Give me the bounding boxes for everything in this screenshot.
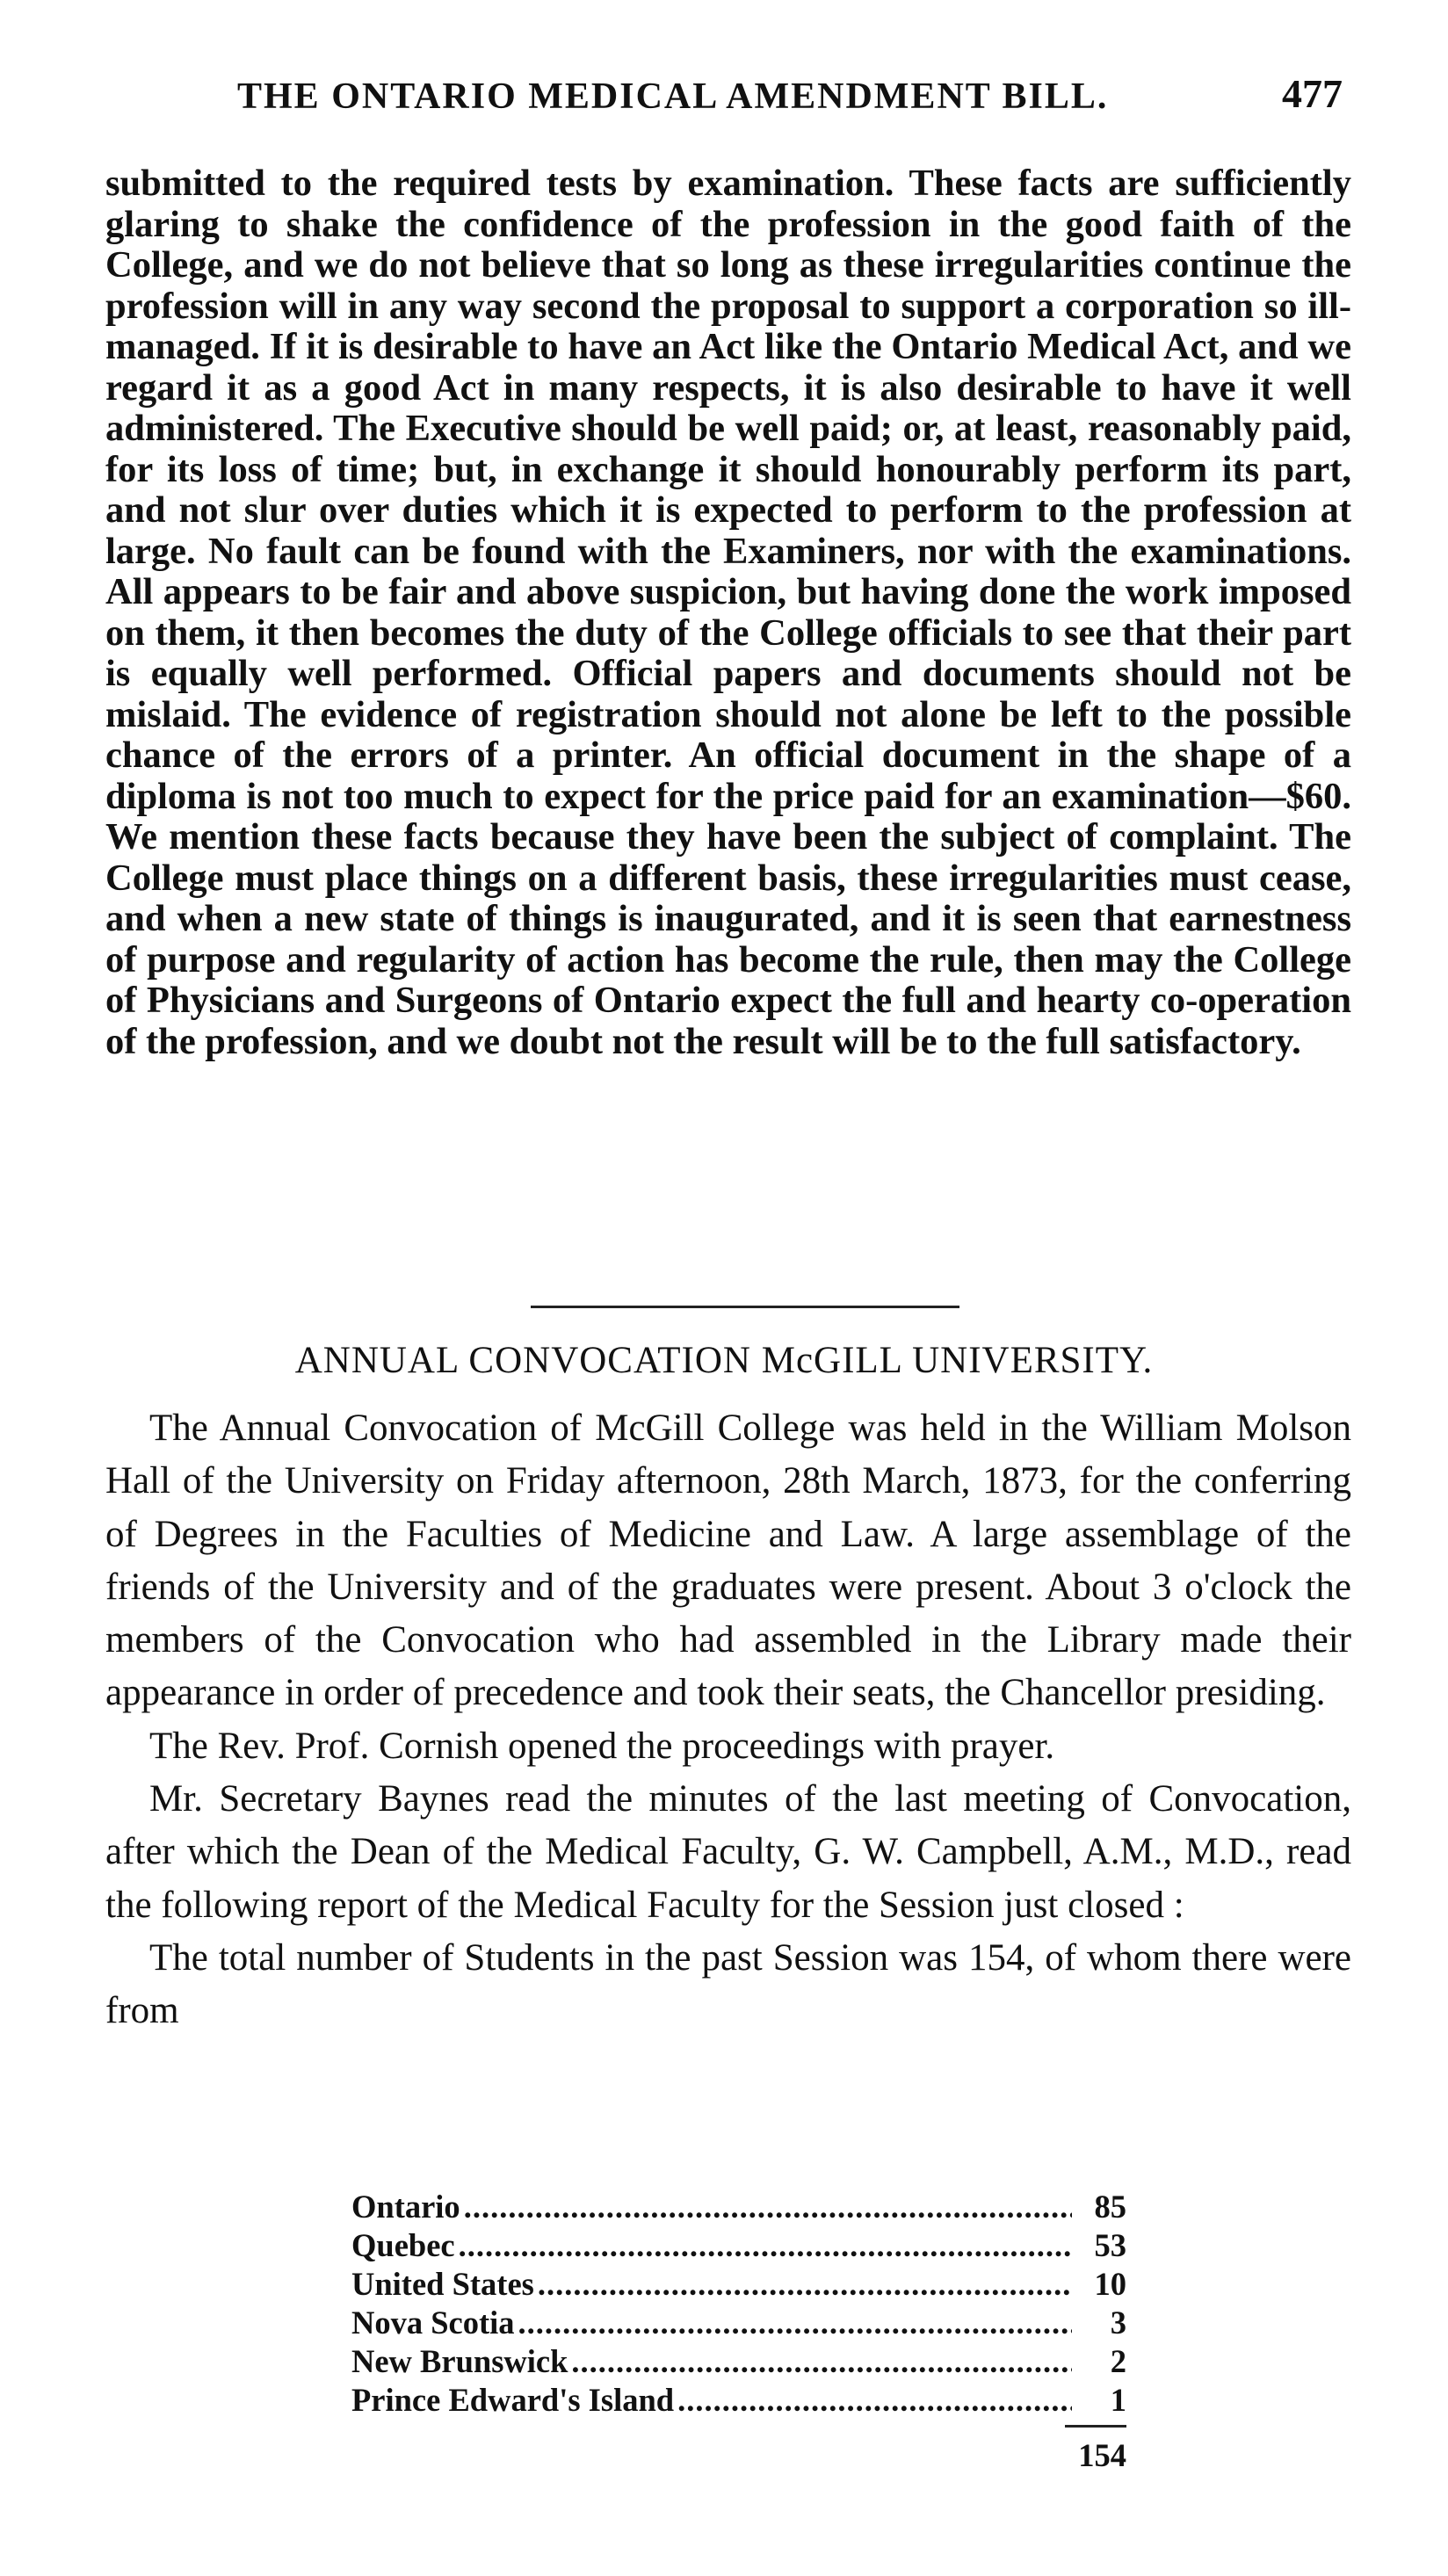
report-paragraph: The total number of Students in the past Session was 154, of whom there were from <box>105 1936 1351 2032</box>
table-row <box>351 2342 1126 2381</box>
origin-count: 53 <box>1094 2227 1126 2263</box>
table-row <box>351 2265 1126 2304</box>
origin-count: 3 <box>1110 2305 1126 2341</box>
student-origin-table <box>351 2188 1126 2475</box>
table-row <box>351 2226 1126 2265</box>
leader-dots <box>459 2226 1072 2265</box>
section-divider <box>531 1306 959 1308</box>
report-paragraph: The Annual Convocation of McGill College was held in the William Molson Hall of the University on Friday afternoon, 28th March, 1873, for the conferring of Degrees in the Faculties of Medicine and Law. A large assemblage of the friends of the University and of the graduates were present. About 3 o'clock the members of the Convocation who had assembled in the Library made their appearance in order of precedence and took their seats, the Chancellor presiding. <box>105 1407 1351 1714</box>
report-paragraph: The Rev. Prof. Cornish opened the proceedings with prayer. <box>149 1725 1055 1767</box>
section-title: ANNUAL CONVOCATION McGILL UNIVERSITY. <box>294 1340 1154 1381</box>
sum-rule <box>1065 2425 1126 2428</box>
origin-count: 10 <box>1094 2266 1126 2302</box>
origin-name: New Brunswick <box>351 2343 568 2379</box>
article-closing-paragraph: submitted to the required tests by examination. These facts are sufficiently glaring to shake the confidence of the profession in the good faith of the College, and we do not believe that so long as these irregularities continue the profession will in any way second the proposal to support a corporation so ill-managed. If it is desirable to have an Act like the Ontario Medical Act, and we regard it as a good Act in many respects, it is also desirable to have it well administered. The Executive should be well paid; or, at least, reasonably paid, for its loss of time; but, in exchange it should honourably perform its part, and not slur over duties which it is expected to perform to the profession at large. No fault can be found with the Examiners, nor with the examinations. All appears to be fair and above suspicion, but having done the work imposed on them, it then becomes the duty of the College officials to see that their part is equally well performed. Official papers and documents should not be mislaid. The evidence of registration should not alone be left to the possible chance of the errors of a printer. An official document in the shape of a diploma is not too much to expect for the price paid for an examination—$60. We mention these facts because they have been the subject of complaint. The College must place things on a different basis, these irregularities must cease, and when a new state of things is inaugurated, and it is seen that earnestness of purpose and regularity of action has become the rule, then may the College of Physicians and Surgeons of Ontario expect the full and hearty co-operation of the profession, and we doubt not the result will be to the full satisfactory. <box>105 163 1351 1062</box>
convocation-report <box>105 1402 1351 2038</box>
page-number: 477 <box>1282 71 1343 116</box>
origin-count: 1 <box>1110 2382 1126 2418</box>
leader-dots <box>518 2304 1072 2342</box>
students-total: 154 <box>1078 2437 1126 2473</box>
origin-name: Quebec <box>351 2227 455 2263</box>
origin-name: Prince Edward's Island <box>351 2382 675 2418</box>
origin-name: Nova Scotia <box>351 2305 515 2341</box>
table-row <box>351 2304 1126 2342</box>
page-header <box>105 71 1343 128</box>
table-row <box>351 2188 1126 2226</box>
origin-name: United States <box>351 2266 534 2302</box>
leader-dots <box>571 2342 1072 2381</box>
leader-dots <box>538 2265 1072 2304</box>
report-paragraph: Mr. Secretary Baynes read the minutes of the last meeting of Convocation, after which the Dean of the Medical Faculty, G. W. Campbell, A.M., M.D., read the following report of the Medical Faculty for the Session just closed : <box>105 1778 1351 1926</box>
leader-dots <box>677 2381 1072 2420</box>
running-head: THE ONTARIO MEDICAL AMENDMENT BILL. <box>237 76 1109 117</box>
origin-name: Ontario <box>351 2189 460 2225</box>
origin-count: 85 <box>1094 2189 1126 2225</box>
table-row <box>351 2381 1126 2420</box>
origin-count: 2 <box>1110 2343 1126 2379</box>
leader-dots <box>464 2188 1072 2226</box>
